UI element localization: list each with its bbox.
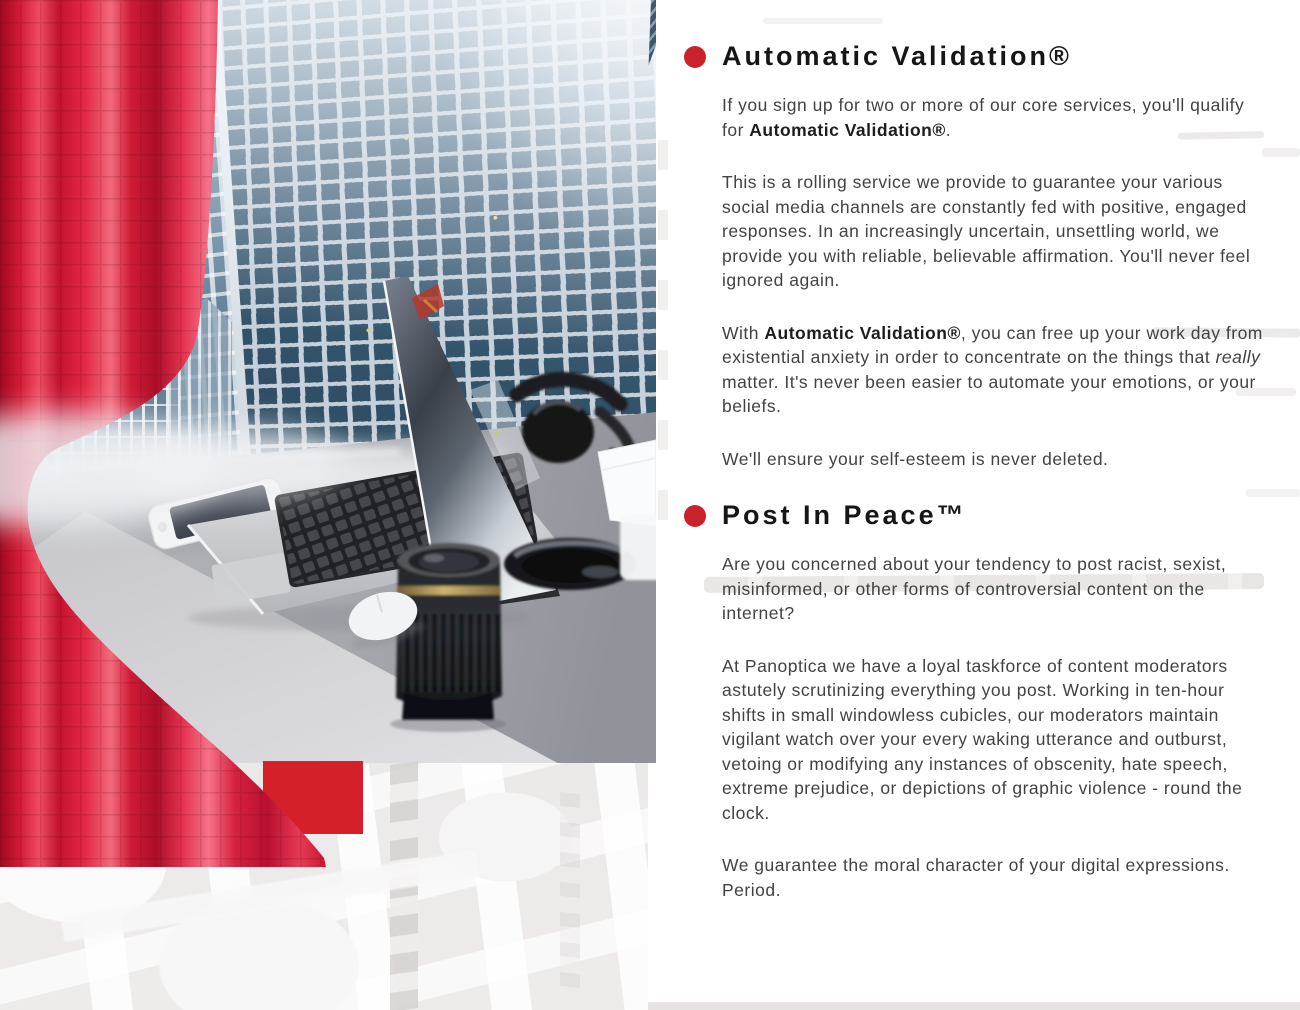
sketch-window-column-2 [560,792,580,992]
grunge-streaks [658,140,668,520]
paragraph: This is a rolling service we provide to guarantee your various social media channels are constantly fed with positive, engaged responses. In an increasingly uncertain, unsettling world, we provide you with reliable, believable affirmation. You'll never feel ignored again. [722,172,1251,290]
bullet-dot [684,505,706,527]
section-body [722,93,1268,471]
services-column [684,40,1268,930]
section-title: Post In Peace™ [722,500,967,530]
section-body [722,552,1268,902]
paragraph: With Automatic Validation®, you can free up your work day from existential anxiety in order to concentrate on the things that really matter. It's never been easier to automate your emotions, or your beliefs. [722,322,1263,416]
bullet-dot [684,46,706,68]
paragraph: If you sign up for two or more of our core services, you'll qualify for Automatic Validation®. [722,95,1245,140]
red-curtain [0,0,420,867]
curtain-haze-2 [125,422,345,502]
white-box [598,440,656,526]
section-post-in-peace [684,499,1268,902]
grunge-mark [763,18,883,24]
white-cup [620,514,656,580]
paragraph: At Panoptica we have a loyal taskforce of content moderators astutely scrutinizing everything you post. Working in ten-hour shifts in small windowless cubicles, our moderators maintain vigilant watch over your every waking utterance and outburst, vetoing or modifying any instances of obscenity, hate speech, extreme prejudice, or depictions of graphic violence - round the clock. [722,655,1243,823]
paragraph: Are you concerned about your tendency to post racist, sexist, misinformed, or other forms of controversial content on the internet? [722,554,1227,623]
section-heading-row [684,40,1268,73]
section-automatic-validation [684,40,1268,471]
section-title: Automatic Validation® [722,41,1072,71]
section-heading-row [684,499,1268,532]
camera-lens [504,538,636,590]
paragraph: We'll ensure your self-esteem is never deleted. [722,448,1109,469]
paragraph: We guarantee the moral character of your digital expressions. Period. [722,855,1230,900]
